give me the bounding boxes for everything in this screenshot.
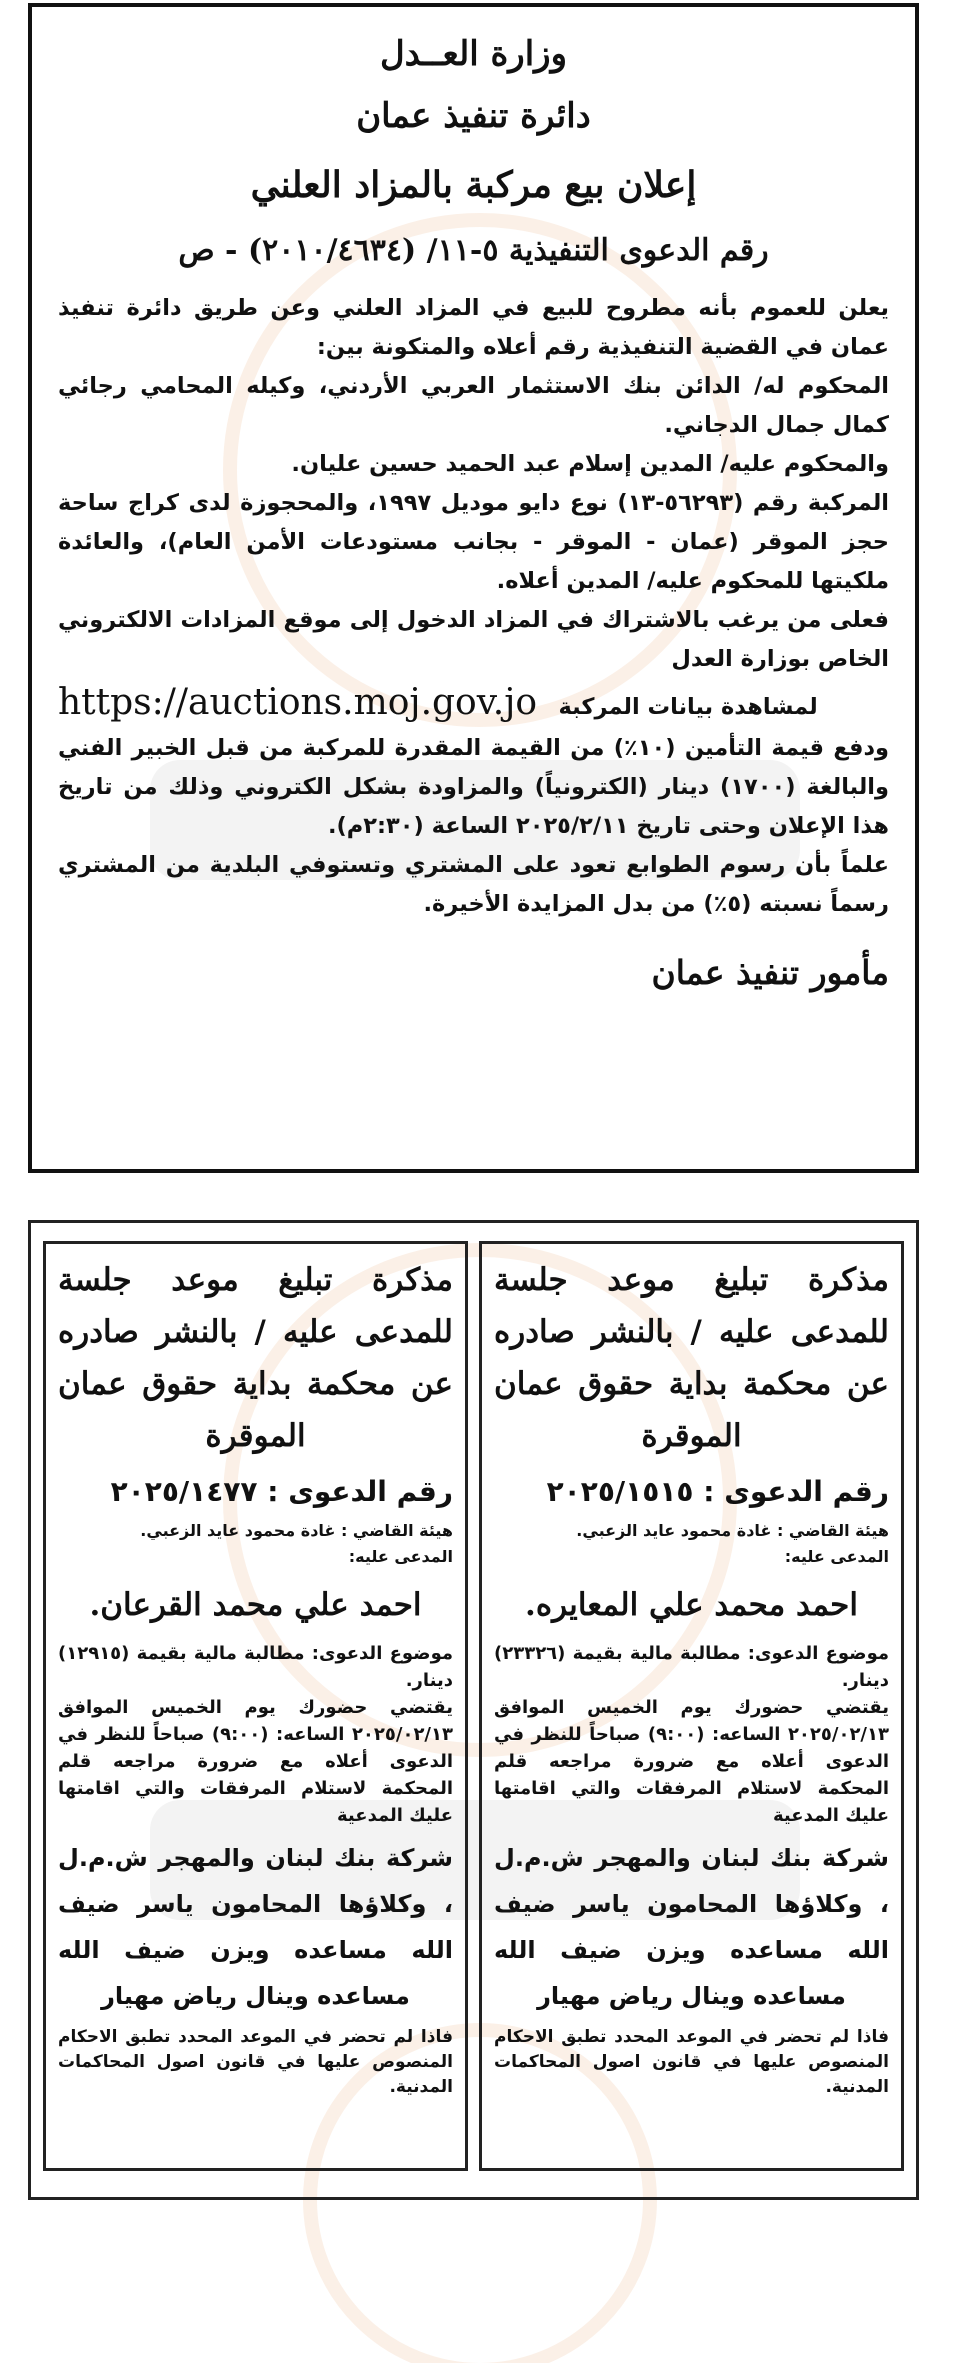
ministry-name: وزارة العــدل <box>379 34 568 74</box>
notice-judge: هيئة القاضي : غادة محمود عايد الزعبي. <box>140 1521 453 1540</box>
auction-url-line <box>58 681 889 729</box>
participation-paragraph: فعلى من يرغب بالاشتراك في المزاد الدخول إلى موقع المزادات الالكتروني الخاص بوزارة العدل <box>58 607 889 672</box>
vehicle-paragraph: المركبة رقم (٥٦٢٩٣-١٣) نوع دايو موديل ١٩٩٧، والمحجوزة لدى كراج ساحة حجز الموقر (عمان - الموقر - بجانب مستودعات الأمن العام)، والعائدة ملكيتها للمحكوم عليه/ المدين أعلاه. <box>58 490 889 594</box>
notice-title: مذكرة تبليغ موعد جلسة للمدعى عليه / بالنشر صادره عن محكمة بداية حقوق عمان الموقرة <box>494 1262 889 1454</box>
notice-judge: هيئة القاضي : غادة محمود عايد الزعبي. <box>576 1521 889 1540</box>
court-notice-2 <box>43 1241 468 2171</box>
notice-final: فاذا لم تحضر في الموعد المحدد تطبق الاحكام المنصوص عليها في قانون اصول المحاكمات المدنية. <box>494 2027 889 2097</box>
notice-parties: شركة بنك لبنان والمهجر ش.م.ل ، وكلاؤها المحامون ياسر ضيف الله مساعده ويزن ضيف الله مساعده وينال رياض مهيار <box>494 1844 889 2010</box>
notice-final: فاذا لم تحضر في الموعد المحدد تطبق الاحكام المنصوص عليها في قانون اصول المحاكمات المدنية. <box>58 2027 453 2097</box>
intro-paragraph: يعلن للعموم بأنه مطروح للبيع في المزاد العلني وعن طريق دائرة تنفيذ عمان في القضية التنفيذية رقم أعلاه والمتكونة بين: <box>58 295 889 360</box>
auction-announcement <box>28 3 919 1173</box>
notice-subject: موضوع الدعوى: مطالبة مالية بقيمة (٢٣٣٢٦) دينار. <box>494 1643 889 1691</box>
notice-title: مذكرة تبليغ موعد جلسة للمدعى عليه / بالنشر صادره عن محكمة بداية حقوق عمان الموقرة <box>58 1262 453 1454</box>
fees-paragraph: علماً بأن رسوم الطوابع تعود على المشتري وتستوفي البلدية من المشتري رسماً نسبته (٥٪) من بدل المزايدة الأخيرة. <box>58 852 889 917</box>
creditor-paragraph: المحكوم له/ الدائن بنك الاستثمار العربي الأردني، وكيله المحامي رجائي كمال جمال الدجاني. <box>58 373 889 438</box>
deposit-paragraph: ودفع قيمة التأمين (١٠٪) من القيمة المقدرة للمركبة من قبل الخبير الفني والبالغة (١٧٠٠) دينار (الكترونياً) والمزاودة بشكل الكتروني وذلك من تاريخ هذا الإعلان وحتى تاريخ ٢٠٢٥/٢/١١ الساعة (٢:٣٠م). <box>58 735 889 839</box>
notice-hearing: يقتضي حضورك يوم الخميس الموافق ٢٠٢٥/٠٢/١٣ الساعه: (٩:٠٠) صباحاً للنظر في الدعوى أعلاه مع ضرورة مراجعه قلم المحكمة لاستلام المرفقات والتي اقامتها عليك المدعية <box>58 1697 453 1826</box>
debtor-paragraph: والمحكوم عليه/ المدين إسلام عبد الحميد حسين عليان. <box>291 451 889 477</box>
notice-case-number: رقم الدعوى : ٢٠٢٥/١٥١٥ <box>546 1475 889 1508</box>
notice-defendant-name: احمد علي محمد القرعان. <box>89 1587 422 1623</box>
signature: مأمور تنفيذ عمان <box>651 953 889 992</box>
auction-url: https://auctions.moj.gov.jo <box>58 682 538 723</box>
notice-hearing: يقتضي حضورك يوم الخميس الموافق ٢٠٢٥/٠٢/١٣ الساعه: (٩:٠٠) صباحاً للنظر في الدعوى أعلاه مع ضرورة مراجعه قلم المحكمة لاستلام المرفقات والتي اقامتها عليك المدعية <box>494 1697 889 1826</box>
auction-url-suffix: لمشاهدة بيانات المركبة <box>558 694 818 720</box>
notice-defendant-label: المدعى عليه: <box>348 1547 453 1566</box>
notice-subject: موضوع الدعوى: مطالبة مالية بقيمة (١٢٩١٥) دينار. <box>58 1643 453 1691</box>
notice-defendant-name: احمد محمد علي المعايره. <box>525 1587 858 1623</box>
notice-case-number: رقم الدعوى : ٢٠٢٥/١٤٧٧ <box>110 1475 453 1508</box>
notice-defendant-label: المدعى عليه: <box>784 1547 889 1566</box>
court-notices <box>28 1220 919 2200</box>
case-number: رقم الدعوى التنفيذية ٥-١١/ (٢٠١٠/٤٦٣٤) - ص <box>178 233 769 268</box>
department-name: دائرة تنفيذ عمان <box>356 96 591 136</box>
court-notice-1 <box>479 1241 904 2171</box>
announcement-title: إعلان بيع مركبة بالمزاد العلني <box>250 164 697 206</box>
notice-parties: شركة بنك لبنان والمهجر ش.م.ل ، وكلاؤها المحامون ياسر ضيف الله مساعده ويزن ضيف الله مساعده وينال رياض مهيار <box>58 1844 453 2010</box>
